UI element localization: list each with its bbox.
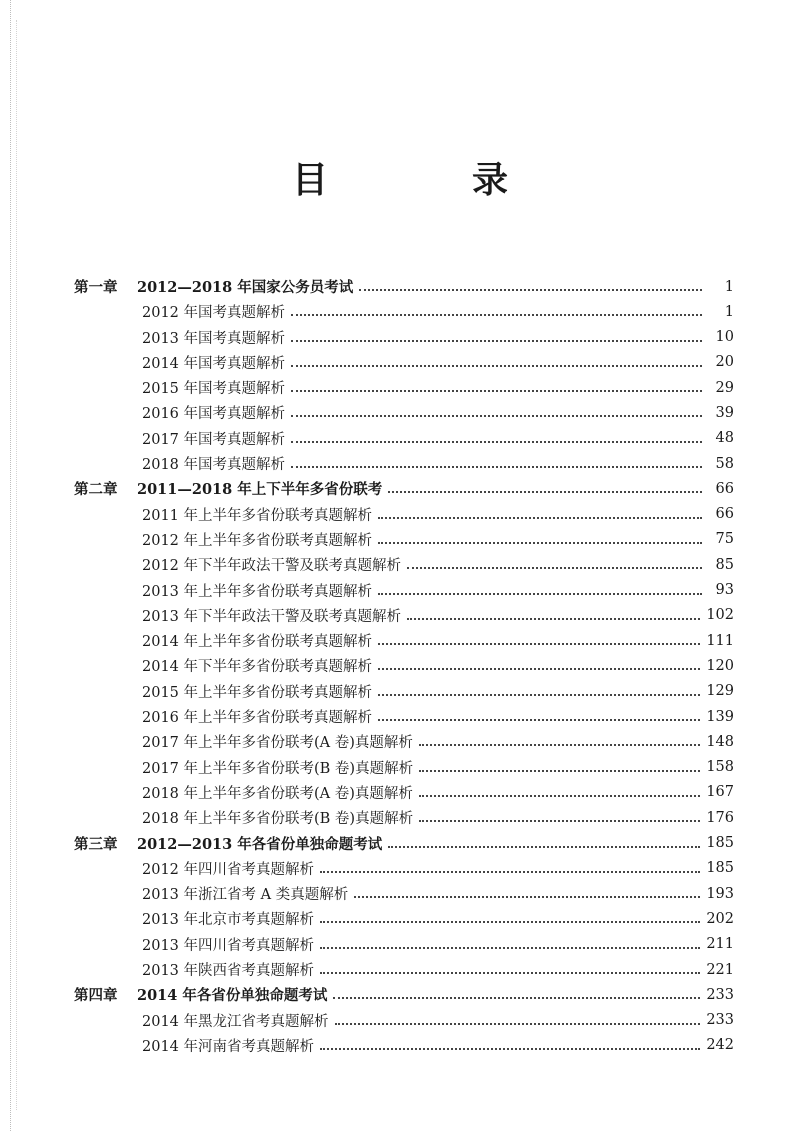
page-number: 66 — [715, 480, 734, 497]
chapter-label: 第一章 — [74, 279, 118, 296]
toc-section-row[interactable] — [0, 957, 800, 982]
dot-leader — [378, 592, 702, 595]
page-number: 1 — [724, 303, 734, 320]
section-title: 2016 年国考真题解析 — [142, 406, 286, 423]
toc-entry — [142, 502, 734, 527]
dot-leader — [291, 364, 702, 367]
section-title: 2012 年下半年政法干警及联考真题解析 — [142, 558, 402, 575]
section-title: 2011 年上半年多省份联考真题解析 — [142, 507, 373, 524]
toc-section-row[interactable] — [0, 906, 800, 931]
toc-section-row[interactable] — [0, 679, 800, 704]
dot-leader — [320, 870, 700, 873]
toc-section-row[interactable] — [0, 755, 800, 780]
page-number: 120 — [706, 657, 734, 674]
chapter-title: 2012—2018 年国家公务员考试 — [137, 279, 354, 296]
page-number: 167 — [706, 784, 734, 801]
section-title: 2018 年国考真题解析 — [142, 457, 286, 474]
page-number: 1 — [724, 278, 734, 295]
toc-section-row[interactable] — [0, 704, 800, 729]
page-number: 39 — [715, 404, 734, 421]
toc-section-row[interactable] — [0, 628, 800, 653]
dot-leader — [407, 617, 700, 620]
dot-leader — [378, 667, 700, 670]
section-title: 2018 年上半年多省份联考(A 卷)真题解析 — [142, 785, 413, 802]
toc-chapter-row[interactable] — [0, 476, 800, 501]
section-title: 2013 年陕西省考真题解析 — [142, 963, 315, 980]
dot-leader — [388, 845, 700, 848]
page-number: 242 — [706, 1037, 734, 1054]
dot-leader — [419, 819, 700, 822]
toc-entry — [142, 552, 734, 577]
toc-entry — [137, 476, 734, 501]
toc-section-row[interactable] — [0, 451, 800, 476]
toc-section-row[interactable] — [0, 578, 800, 603]
page-number: 139 — [706, 708, 734, 725]
dot-leader — [419, 794, 700, 797]
dot-leader — [320, 946, 700, 949]
dot-leader — [378, 718, 700, 721]
section-title: 2012 年四川省考真题解析 — [142, 861, 315, 878]
dot-leader — [378, 693, 700, 696]
section-title: 2014 年黑龙江省考真题解析 — [142, 1013, 329, 1030]
toc-section-row[interactable] — [0, 603, 800, 628]
section-title: 2015 年国考真题解析 — [142, 381, 286, 398]
chapter-title: 2012—2013 年各省份单独命题考试 — [137, 835, 383, 853]
page-title: 目 录 — [291, 159, 562, 201]
toc-section-row[interactable] — [0, 1008, 800, 1033]
page-number: 102 — [706, 607, 734, 624]
toc-entry — [142, 578, 734, 603]
toc-section-row[interactable] — [0, 881, 800, 906]
section-title: 2012 年上半年多省份联考真题解析 — [142, 532, 373, 549]
page-number: 148 — [706, 733, 734, 750]
page-number: 58 — [715, 455, 734, 472]
toc-section-row[interactable] — [0, 375, 800, 400]
toc-entry — [137, 274, 734, 299]
toc-entry — [137, 982, 734, 1007]
page-number: 20 — [715, 354, 734, 371]
page-number: 75 — [715, 531, 734, 548]
table-of-contents — [0, 274, 800, 1058]
toc-chapter-row[interactable] — [0, 831, 800, 856]
section-title: 2012 年国考真题解析 — [142, 305, 286, 322]
page-number: 176 — [706, 809, 734, 826]
chapter-label: 第四章 — [74, 987, 118, 1005]
toc-entry — [142, 805, 734, 830]
toc-section-row[interactable] — [0, 552, 800, 577]
toc-entry — [142, 729, 734, 754]
page-number: 85 — [715, 556, 734, 573]
section-title: 2013 年下半年政法干警及联考真题解析 — [142, 608, 402, 625]
toc-section-row[interactable] — [0, 527, 800, 552]
toc-section-row[interactable] — [0, 350, 800, 375]
toc-section-row[interactable] — [0, 1033, 800, 1058]
page-number: 185 — [706, 860, 734, 877]
page-number: 211 — [706, 936, 734, 953]
section-title: 2013 年国考真题解析 — [142, 330, 286, 347]
toc-chapter-row[interactable] — [0, 274, 800, 299]
toc-section-row[interactable] — [0, 502, 800, 527]
page-number: 29 — [715, 379, 734, 396]
toc-entry — [142, 603, 734, 628]
section-title: 2014 年国考真题解析 — [142, 355, 286, 372]
dot-leader — [320, 1047, 700, 1050]
dot-leader — [335, 1022, 701, 1025]
chapter-label: 第二章 — [74, 481, 118, 499]
dot-leader — [291, 389, 702, 392]
dot-leader — [388, 490, 702, 493]
dot-leader — [291, 440, 702, 443]
toc-entry — [142, 679, 734, 704]
toc-entry — [142, 350, 734, 375]
toc-chapter-row[interactable] — [0, 982, 800, 1007]
toc-section-row[interactable] — [0, 325, 800, 350]
toc-entry — [142, 426, 734, 451]
section-title: 2017 年国考真题解析 — [142, 431, 286, 448]
page-number: 193 — [706, 885, 734, 902]
page-number: 129 — [706, 683, 734, 700]
dot-leader — [291, 414, 702, 417]
page-number: 233 — [706, 986, 734, 1003]
toc-section-row[interactable] — [0, 856, 800, 881]
toc-section-row[interactable] — [0, 426, 800, 451]
toc-section-row[interactable] — [0, 653, 800, 678]
page-number: 158 — [706, 759, 734, 776]
section-title: 2016 年上半年多省份联考真题解析 — [142, 710, 373, 727]
page-number: 202 — [706, 910, 734, 927]
toc-section-row[interactable] — [0, 729, 800, 754]
section-title: 2018 年上半年多省份联考(B 卷)真题解析 — [142, 811, 414, 828]
dot-leader — [378, 516, 702, 519]
dot-leader — [291, 465, 702, 468]
toc-entry — [142, 653, 734, 678]
toc-entry — [142, 1033, 734, 1058]
toc-entry — [142, 957, 734, 982]
dot-leader — [333, 996, 700, 999]
page-number: 10 — [715, 329, 734, 346]
chapter-title: 2011—2018 年上下半年多省份联考 — [137, 481, 383, 499]
dot-leader — [378, 541, 702, 544]
toc-entry — [142, 400, 734, 425]
dot-leader — [407, 566, 702, 569]
dot-leader — [354, 895, 700, 898]
toc-entry — [137, 831, 734, 856]
section-title: 2014 年下半年多省份联考真题解析 — [142, 659, 373, 676]
toc-entry — [142, 527, 734, 552]
section-title: 2013 年北京市考真题解析 — [142, 912, 315, 929]
section-title: 2017 年上半年多省份联考(B 卷)真题解析 — [142, 760, 414, 777]
page-number: 111 — [706, 632, 734, 649]
page-number: 93 — [715, 582, 734, 599]
dot-leader — [320, 920, 700, 923]
section-title: 2017 年上半年多省份联考(A 卷)真题解析 — [142, 735, 413, 752]
toc-entry — [142, 780, 734, 805]
dot-leader — [359, 288, 702, 291]
toc-entry — [142, 1008, 734, 1033]
toc-entry — [142, 932, 734, 957]
chapter-label: 第三章 — [74, 835, 118, 853]
page-number: 48 — [715, 430, 734, 447]
section-title: 2014 年上半年多省份联考真题解析 — [142, 634, 373, 651]
dot-leader — [291, 339, 702, 342]
toc-section-row[interactable] — [0, 932, 800, 957]
page-number: 66 — [715, 506, 734, 523]
toc-entry — [142, 755, 734, 780]
toc-section-row[interactable] — [0, 299, 800, 324]
toc-section-row[interactable] — [0, 805, 800, 830]
dot-leader — [419, 743, 700, 746]
toc-section-row[interactable] — [0, 400, 800, 425]
toc-entry — [142, 375, 734, 400]
toc-entry — [142, 856, 734, 881]
section-title: 2013 年上半年多省份联考真题解析 — [142, 583, 373, 600]
toc-entry — [142, 451, 734, 476]
page-number: 233 — [706, 1012, 734, 1029]
section-title: 2015 年上半年多省份联考真题解析 — [142, 684, 373, 701]
page-number: 221 — [706, 961, 734, 978]
chapter-title: 2014 年各省份单独命题考试 — [137, 987, 328, 1005]
dot-leader — [320, 971, 700, 974]
toc-entry — [142, 299, 734, 324]
toc-section-row[interactable] — [0, 780, 800, 805]
page-number: 185 — [706, 835, 734, 852]
toc-entry — [142, 704, 734, 729]
dot-leader — [419, 769, 700, 772]
toc-entry — [142, 628, 734, 653]
toc-entry — [142, 906, 734, 931]
toc-entry — [142, 325, 734, 350]
section-title: 2014 年河南省考真题解析 — [142, 1038, 315, 1055]
section-title: 2013 年四川省考真题解析 — [142, 937, 315, 954]
section-title: 2013 年浙江省考 A 类真题解析 — [142, 887, 349, 904]
dot-leader — [378, 642, 700, 645]
toc-entry — [142, 881, 734, 906]
dot-leader — [291, 313, 702, 316]
